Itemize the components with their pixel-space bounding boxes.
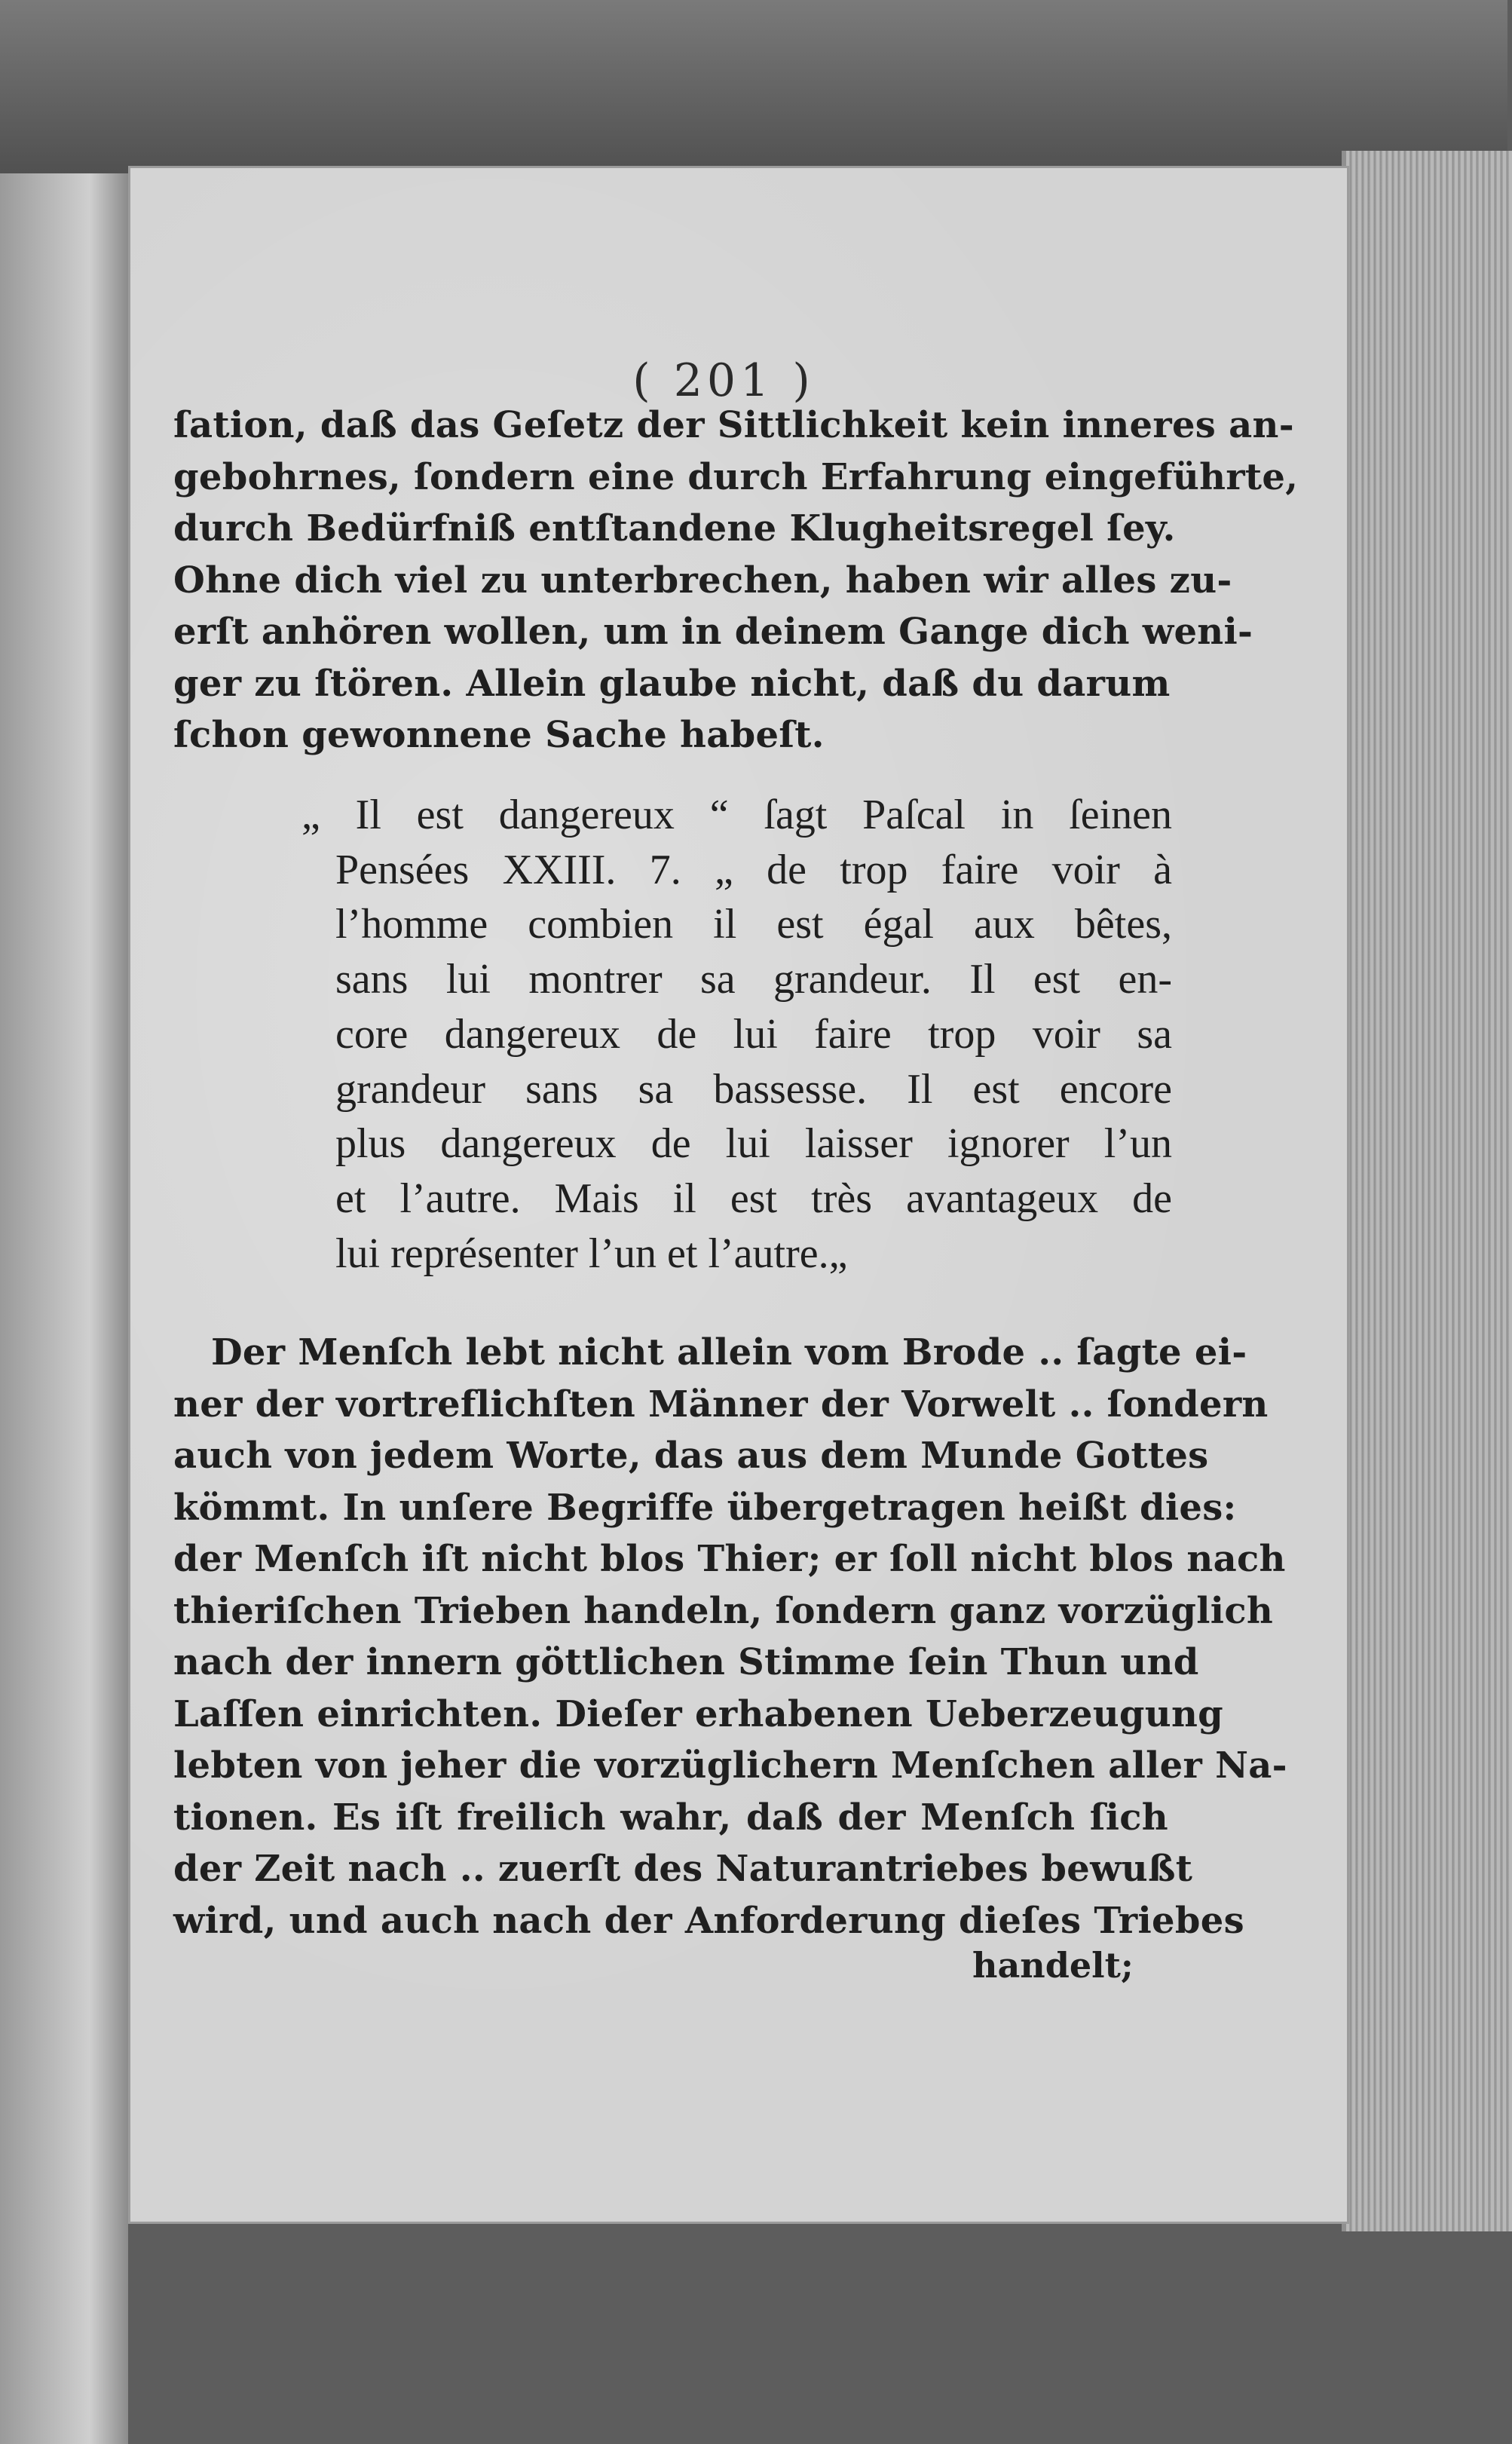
text-line: et l’autre. Mais il est très avantageux de: [335, 1175, 1172, 1222]
text-line: ſation, daß das Geſetz der Sittlichkeit kein inneres an-: [173, 404, 1294, 446]
text-line: Pensées XXIII. 7. „ de trop faire voir à: [335, 846, 1172, 893]
text-line: tionen. Es iſt freilich wahr, daß der Menſch ſich: [173, 1796, 1168, 1839]
text-line: lui représenter l’un et l’autre.„: [335, 1230, 848, 1277]
text-line: ſchon gewonnene Sache habeſt.: [173, 714, 825, 756]
text-line: wird, und auch nach der Anforderung dieſes Triebes: [173, 1899, 1244, 1942]
text-line: der Menſch iſt nicht blos Thier; er ſoll nicht blos nach: [173, 1538, 1286, 1580]
text-line: plus dangereux de lui laisser ignorer l’un: [335, 1120, 1172, 1168]
text-line: grandeur sans sa bassesse. Il est encore: [335, 1065, 1172, 1113]
text-line: gebohrnes, ſondern eine durch Erfahrung eingeführte,: [173, 455, 1299, 498]
text-line: Ohne dich viel zu unterbrechen, haben wir alles zu-: [173, 559, 1232, 602]
page-stack-edge: [1342, 151, 1512, 2231]
text-line: nach der innern göttlichen Stimme ſein Thun und: [173, 1641, 1199, 1683]
text-line: kömmt. In unſere Begriffe übergetragen heißt dies:: [173, 1486, 1237, 1529]
paragraph-2-quote: [301, 788, 1172, 1281]
paragraph-3: [173, 1327, 1287, 1946]
text-line: erſt anhören wollen, um in deinem Gange dich weni-: [173, 611, 1253, 653]
text-line: ner der vortreflichſten Männer der Vorwelt .. ſondern: [173, 1383, 1269, 1426]
page-number: ( 201 ): [632, 354, 815, 407]
text-line: core dangereux de lui faire trop voir sa: [335, 1010, 1172, 1058]
text-line: der Zeit nach .. zuerſt des Naturantriebes bewußt: [173, 1848, 1193, 1890]
left-page-edge: [0, 173, 128, 2444]
text-line: auch von jedem Worte, das aus dem Munde Gottes: [173, 1435, 1209, 1477]
text-line: Laſſen einrichten. Dieſer erhabenen Ueberzeugung: [173, 1692, 1224, 1735]
text-line: ger zu ſtören. Allein glaube nicht, daß du darum: [173, 662, 1171, 705]
text-line: lebten von jeher die vorzüglichern Menſchen aller Na-: [173, 1744, 1287, 1787]
text-line: l’homme combien il est égal aux bêtes,: [335, 901, 1172, 948]
catchword: handelt;: [972, 1945, 1134, 1986]
text-line: sans lui montrer sa grandeur. Il est en-: [335, 956, 1172, 1003]
text-line: durch Bedürfniß entſtandene Klugheitsregel ſey.: [173, 507, 1176, 550]
text-line: „ Il est dangereux “ ſagt Paſcal in ſeinen: [301, 792, 1172, 838]
text-line: thieriſchen Trieben handeln, ſondern ganz vorzüglich: [173, 1589, 1274, 1632]
text-line: Der Menſch lebt nicht allein vom Brode .. ſagte ei-: [211, 1331, 1247, 1374]
paragraph-1: [173, 400, 1299, 761]
